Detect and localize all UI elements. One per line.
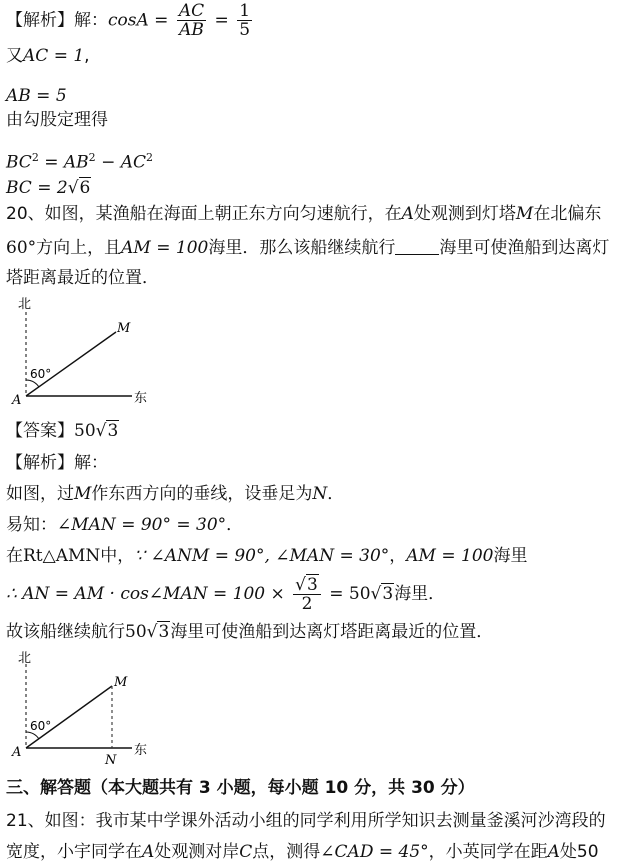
figure-2 (4, 648, 164, 770)
analysis-line5: 故该船继续航行50√3海里可使渔船到达离灯塔距离最近的位置． (6, 622, 494, 642)
east-label: 东 (134, 743, 148, 758)
analysis-line3: 在Rt△AMN中，∵ ∠ANM = 90°, ∠MAN = 30°，AM = 100海里 (6, 546, 528, 566)
angle-label: 60° (30, 719, 52, 733)
solution-tag: 【解析】解： (6, 10, 108, 31)
q21-line2: 宽度，小宇同学在A处观测对岸C点，测得∠CAD = 45°，小英同学在距A处50 (6, 842, 599, 862)
analysis-tag: 【解析】解： (6, 453, 108, 473)
point-m-label: M (114, 675, 128, 690)
bc-squared-line: $BC^2 = AB^2 - AC^2$ (6, 151, 154, 173)
ac-equals-line: 又AC = 1, (6, 46, 90, 66)
answer-tag: 【答案】 (6, 421, 74, 441)
line-am (26, 332, 116, 396)
fraction-one-fifth: $\frac{1}{5}$ (239, 1, 251, 40)
answer-line: 【答案】50√3 (6, 421, 119, 441)
q20-line1: 20、如图，某渔船在海面上朝正东方向匀速航行，在A处观测到灯塔M在北偏东 (6, 204, 602, 224)
angle-arc (26, 380, 39, 387)
pythagoras-text: 由勾股定理得 (6, 110, 108, 130)
ac-equals-one: AC = 1 (23, 46, 85, 66)
q20-line2: 60°方向上，且AM = 100海里．那么该船继续航行 海里可使渔船到达离灯 (6, 238, 610, 258)
north-label: 北 (18, 651, 32, 666)
section-heading: 三、解答题（本大题共有 3 小题，每小题 10 分，共 30 分） (6, 778, 475, 798)
analysis-line4: ∴ AN = AM · cos∠MAN = 100 × $\frac{√3}{2}$ = 50√3海里． (6, 574, 446, 614)
point-a-label: A (12, 393, 22, 408)
ab-equals-line: AB = 5 (6, 86, 67, 106)
answer-blank (395, 238, 439, 255)
angle-arc (26, 732, 39, 739)
cos-a: cosA (108, 10, 149, 31)
east-label: 东 (134, 391, 148, 406)
fraction-ac-ab: $\frac{AC}{AB}$ (178, 1, 205, 40)
solution-cos-line: 【解析】解：cosA = $\frac{AC}{AB}$ = $\frac{1}{5}$ (6, 1, 251, 40)
q20-line3: 塔距离最近的位置． (6, 268, 159, 288)
figure-1 (4, 294, 164, 414)
fraction-root3-over-2: $\frac{√3}{2}$ (293, 576, 321, 613)
analysis-line1: 如图，过M作东西方向的垂线，设垂足为N． (6, 484, 345, 504)
north-label: 北 (18, 297, 32, 312)
angle-label: 60° (30, 367, 52, 381)
bc-value-line: BC = 2√6 (6, 178, 91, 198)
analysis-line2: 易知：∠MAN = 90° = 30°． (6, 515, 244, 535)
point-m-label: M (117, 321, 131, 336)
point-a-label: A (12, 745, 22, 760)
q21-line1: 21、如图：我市某中学课外活动小组的同学利用所学知识去测量釜溪河沙湾段的 (6, 811, 606, 831)
point-n-label: N (105, 753, 117, 768)
